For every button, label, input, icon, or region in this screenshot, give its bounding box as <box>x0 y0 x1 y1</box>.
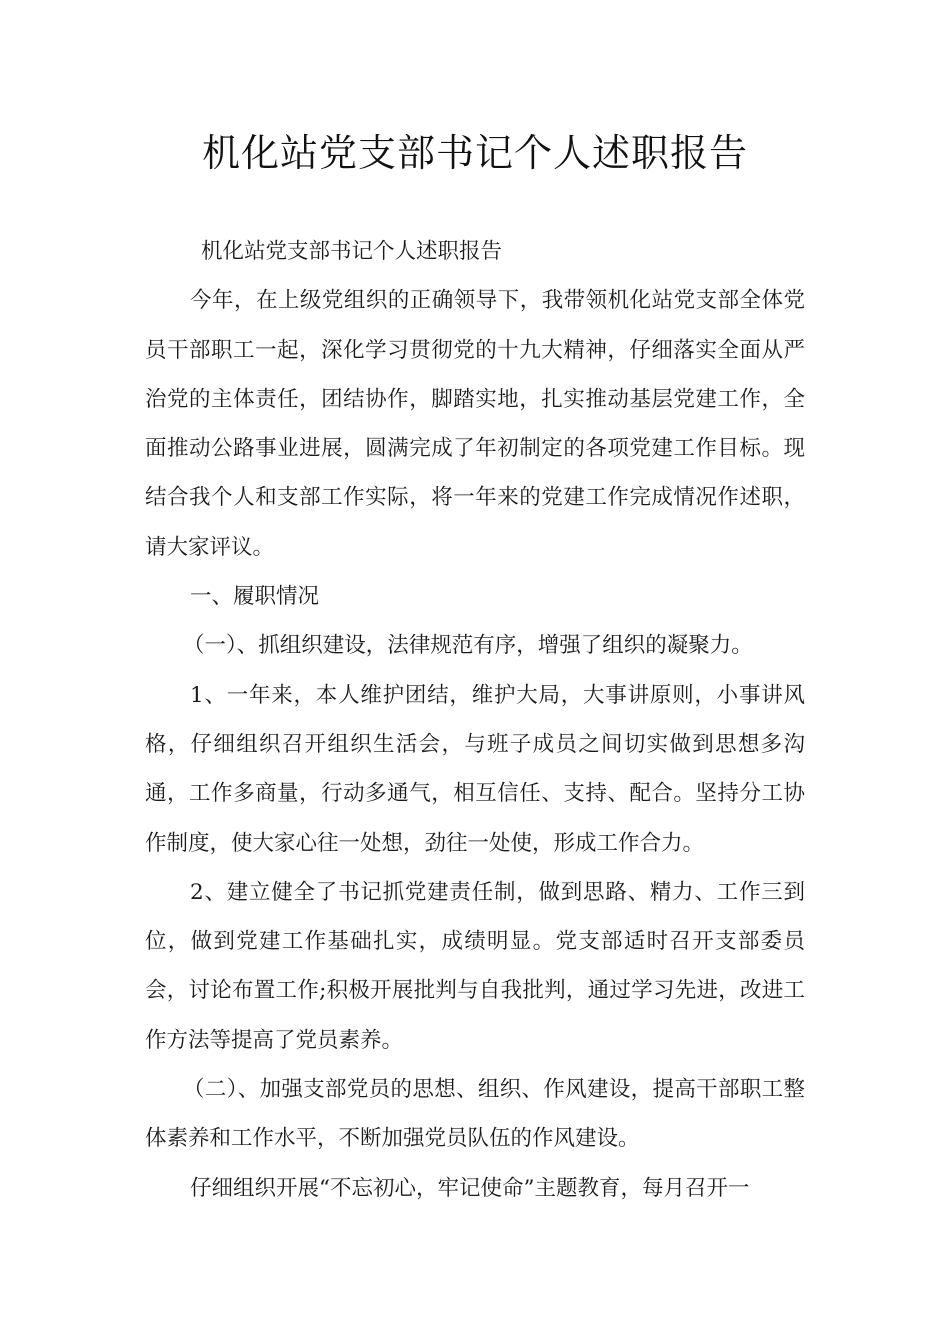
paragraph-theme-education: 仔细组织开展“不忘初心，牢记使命”主题教育，每月召开一 <box>190 1175 750 1201</box>
document-title: 机化站党支部书记个人述职报告 <box>201 131 748 175</box>
paragraph-item-1: 1、一年来，本人维护团结，维护大局，大事讲原则，小事讲风格，仔细组织召开组织生活会，与班子成员之间切实做到思想多沟通，工作多商量，行动多通气，相互信任、支持、配合。坚持分工协作制度，使大家心往一处想，劲往一处使，形成工作合力。 <box>145 682 805 856</box>
subsection-heading-1: （一）、抓组织建设，法律规范有序，增强了组织的凝聚力。 <box>183 633 753 659</box>
section-heading-1: 一、履职情况 <box>190 584 320 610</box>
document-body <box>145 227 805 1213</box>
paragraph-intro: 今年，在上级党组织的正确领导下，我带领机化站党支部全体党员干部职工一起，深化学习贯彻党的十九大精神，仔细落实全面从严治党的主体责任，团结协作，脚踏实地，扎实推动基层党建工作，全面推动公路事业进展，圆满完成了年初制定的各项党建工作目标。现结合我个人和支部工作实际，将一年来的党建工作完成情况作述职，请大家评议。 <box>145 288 805 560</box>
paragraph-subtitle: 机化站党支部书记个人述职报告 <box>201 239 503 264</box>
paragraph-item-2: 2、建立健全了书记抓党建责任制，做到思路、精力、工作三到位，做到党建工作基础扎实，成绩明显。党支部适时召开支部委员会，讨论布置工作;积极开展批判与自我批判，通过学习先进，改进工作方法等提高了党员素养。 <box>145 879 805 1053</box>
subsection-heading-2: （二）、加强支部党员的思想、组织、作风建设，提高干部职工整体素养和工作水平，不断加强党员队伍的作风建设。 <box>145 1077 805 1152</box>
